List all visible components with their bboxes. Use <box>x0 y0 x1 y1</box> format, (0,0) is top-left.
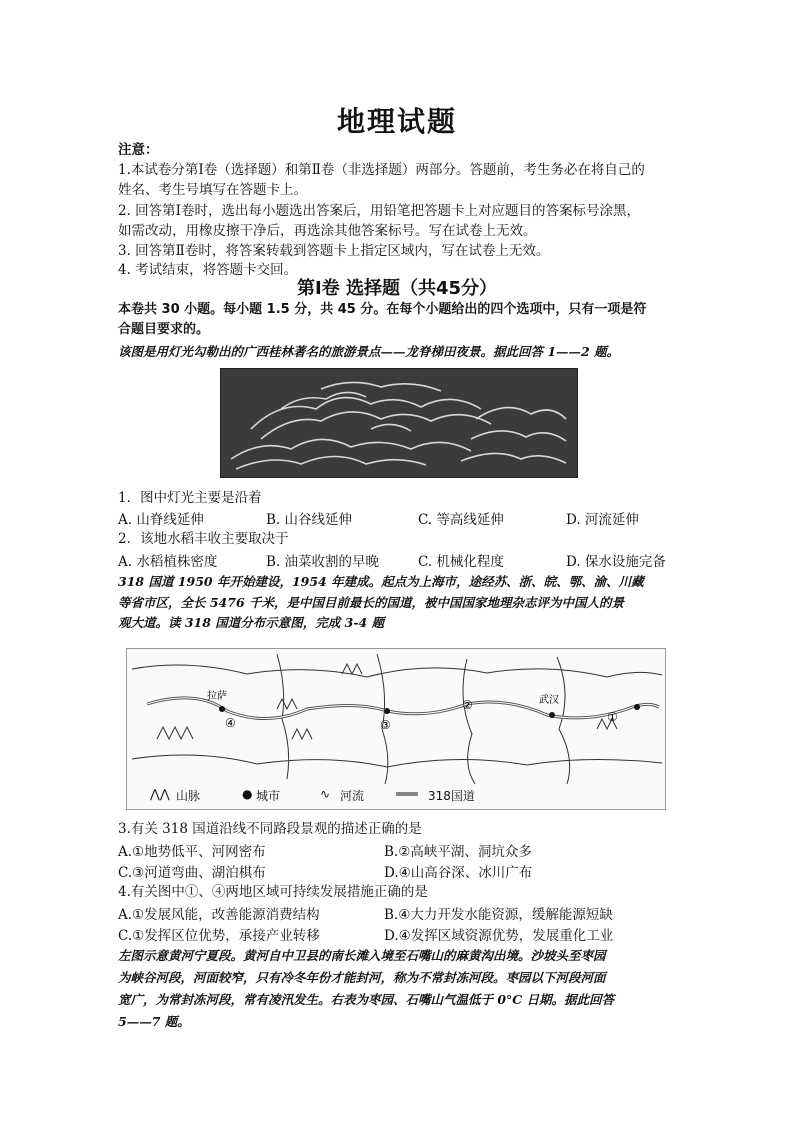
intro-3: 为峡谷河段，河面较窄，只有冷冬年份才能封河，称为不常封冻河段。枣园以下河段河面 <box>118 970 606 985</box>
question-3-stem: 3.有关 318 国道沿线不同路段景观的描述正确的是 <box>118 821 422 837</box>
option-c[interactable]: C.③河道弯曲、湖泊棋布 <box>118 865 266 881</box>
question-4-stem: 4.有关图中①、④两地区域可持续发展措施正确的是 <box>118 884 428 900</box>
section-desc: 本卷共 30 小题。每小题 1.5 分，共 45 分。在每个小题给出的四个选项中，只有一项是符 <box>118 302 647 317</box>
question-2-options <box>118 550 678 570</box>
note-line: 1.本试卷分第Ⅰ卷（选择题）和第Ⅱ卷（非选择题）两部分。答题前，考生务必在将自己的 <box>118 162 645 178</box>
notes-heading: 注意： <box>118 142 159 158</box>
mountain-icon: ⋀⋀ <box>150 787 170 801</box>
section-title: 第Ⅰ卷 选择题（共45分） <box>296 278 497 299</box>
option-d[interactable]: D. 河流延伸 <box>566 512 639 528</box>
question-4-options <box>118 924 678 944</box>
legend-mountain: 山脉 <box>176 789 201 803</box>
road-icon: ═══ <box>396 787 418 801</box>
question-2-stem: 2．该地水稻丰收主要取决于 <box>118 531 289 547</box>
map-label-4: ④ <box>225 716 236 730</box>
question-3-options <box>118 840 678 860</box>
route-318-map <box>126 648 666 810</box>
option-c[interactable]: C.①发挥区位优势，承接产业转移 <box>118 928 320 944</box>
question-3-options <box>118 861 678 881</box>
note-line: 4. 考试结束，将答题卡交回。 <box>118 262 298 278</box>
intro-2: 等省市区，全长 5476 千米，是中国目前最长的国道，被中国国家地理杂志评为中国人的景 <box>118 595 624 610</box>
option-b[interactable]: B.②高峡平湖、洞坑众多 <box>384 844 532 860</box>
page-title: 地理试题 <box>336 105 457 138</box>
note-line: 如需改动，用橡皮擦干净后，再选涂其他答案标号。写在试卷上无效。 <box>118 223 537 239</box>
intro-2: 观大道。读 318 国道分布示意图，完成 3-4 题 <box>118 615 385 630</box>
map-label-wuhan: 武汉 <box>539 695 559 706</box>
option-a[interactable]: A.①发展风能，改善能源消费结构 <box>118 907 320 923</box>
map-label-3: ③ <box>380 718 391 732</box>
option-b[interactable]: B.④大力开发水能资源，缓解能源短缺 <box>384 907 613 923</box>
note-line: 2. 回答第Ⅰ卷时，选出每小题选出答案后，用铅笔把答题卡上对应题目的答案标号涂黑， <box>118 203 641 219</box>
option-a[interactable]: A.①地势低平、河网密布 <box>118 844 266 860</box>
question-1-stem: 1．图中灯光主要是沿着 <box>118 490 262 506</box>
option-d[interactable]: D. 保水设施完备 <box>566 554 666 570</box>
map-label-1: ① <box>607 710 618 724</box>
option-b[interactable]: B. 山谷线延伸 <box>266 512 353 528</box>
river-icon: ∿ <box>320 787 331 801</box>
intro-2: 318 国道 1950 年开始建设，1954 年建成。起点为上海市，途经苏、浙、皖、鄂、渝、川藏 <box>118 574 644 589</box>
option-a[interactable]: A. 水稻植株密度 <box>118 554 218 570</box>
legend-road: 318国道 <box>428 789 475 803</box>
legend-city: 城市 <box>256 789 281 803</box>
intro-3: 宽广，为常封冻河段，常有凌汛发生。右表为枣园、石嘴山气温低于 0°C 日期。据此回答 <box>118 992 615 1007</box>
question-4-options <box>118 903 678 923</box>
option-b[interactable]: B. 油菜收割的早晚 <box>266 554 380 570</box>
intro-3: 5——7 题。 <box>118 1014 190 1029</box>
terrace-night-image <box>220 368 578 478</box>
question-1-options <box>118 508 678 528</box>
note-line: 3. 回答第Ⅱ卷时，将答案转载到答题卡上指定区域内，写在试卷上无效。 <box>118 243 550 259</box>
intro-1: 该图是用灯光勾勒出的广西桂林著名的旅游景点——龙脊梯田夜景。据此回答 1——2 题。 <box>118 344 620 359</box>
note-line: 姓名、考生号填写在答题卡上。 <box>118 182 307 198</box>
option-d[interactable]: D.④山高谷深、冰川广布 <box>384 865 533 881</box>
option-a[interactable]: A. 山脊线延伸 <box>118 512 204 528</box>
legend-river: 河流 <box>340 789 365 803</box>
option-d[interactable]: D.④发挥区域资源优势，发展重化工业 <box>384 928 614 944</box>
option-c[interactable]: C. 机械化程度 <box>418 554 504 570</box>
city-icon: ● <box>242 787 253 801</box>
map-label-lhasa: 拉萨 <box>207 691 227 702</box>
map-label-2: ② <box>462 698 473 712</box>
section-desc: 合题目要求的。 <box>118 322 210 337</box>
intro-3: 左图示意黄河宁夏段。黄河自中卫县的南长滩入境至石嘴山的麻黄沟出境。沙坡头至枣园 <box>118 948 606 963</box>
map-legend <box>150 787 670 805</box>
option-c[interactable]: C. 等高线延伸 <box>418 512 504 528</box>
